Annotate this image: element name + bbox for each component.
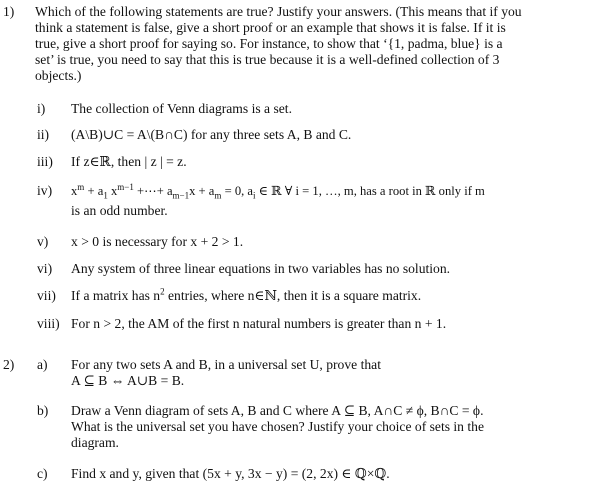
item-text: The collection of Venn diagrams is a set. xyxy=(71,101,292,116)
formula-part: + a xyxy=(84,184,104,198)
formula-sub: i xyxy=(253,190,256,201)
item-text: diagram. xyxy=(71,435,119,450)
item-text: For n > 2, the AM of the first n natural numbers is greater than n + 1. xyxy=(71,316,447,331)
item-text: A ⊆ B ⇔ A∪B = B. xyxy=(71,373,185,388)
formula-part: x xyxy=(71,184,78,198)
item-text: x > 0 is necessary for x + 2 > 1. xyxy=(71,234,244,249)
formula-sup: m−1 xyxy=(117,181,134,192)
item-text: Find x and y, given that (5x + y, 3x − y) = (2, 2x) ∈ ℚ×ℚ. xyxy=(71,466,390,481)
intro-line: true, give a short proof for saying so. For instance, to show that ‘{1, padma, blue} is a xyxy=(35,36,503,51)
item-label: b) xyxy=(37,403,49,418)
item-label: i) xyxy=(37,101,46,116)
item-text: (A\B)∪C = A\(B∩C) for any three sets A, B and C. xyxy=(71,127,352,142)
formula-sub: m−1 xyxy=(172,190,190,201)
item-label: iii) xyxy=(37,154,53,169)
item-label: viii) xyxy=(37,316,60,331)
formula-part: x xyxy=(107,184,118,198)
intro-line: Which of the following statements are true? Justify your answers. (This means that if you xyxy=(35,4,522,19)
formula-sup: m xyxy=(77,181,85,192)
formula-part: = 0, a xyxy=(221,184,254,198)
item-label: vi) xyxy=(37,261,53,276)
item-text: Draw a Venn diagram of sets A, B and C where A ⊆ B, A∩C ≠ ϕ, B∩C = ϕ. xyxy=(71,403,484,418)
item-label: a) xyxy=(37,357,48,372)
item-text xyxy=(71,288,421,304)
formula-part: x + a xyxy=(189,184,215,198)
item-text: For any two sets A and B, in a universal set U, prove that xyxy=(71,357,381,372)
item-label: ii) xyxy=(37,127,50,142)
formula-part: ∈ ℝ ∀ i = 1, …, m, has a root in ℝ only if m xyxy=(255,184,485,198)
item-label: c) xyxy=(37,466,48,481)
formula-sub: m xyxy=(214,190,222,201)
item-text: If z∈ℝ, then | z | = z. xyxy=(71,154,187,169)
text-part: If a matrix has n xyxy=(71,288,161,303)
formula-part: +⋯+ a xyxy=(133,184,173,198)
formula-sub: 1 xyxy=(103,190,108,201)
intro-line: think a statement is false, give a short proof or an example that shows it is false. If it is xyxy=(35,20,506,35)
intro-line: objects.) xyxy=(35,68,82,83)
intro-line: set’ is true, you need to say that this is true because it is a well-defined collection of 3 xyxy=(35,52,500,67)
question-number: 2) xyxy=(3,357,15,372)
item-text: is an odd number. xyxy=(71,203,168,218)
question-number: 1) xyxy=(3,4,15,19)
text-sup: 2 xyxy=(160,286,165,297)
item-label: vii) xyxy=(37,288,56,303)
item-text: What is the universal set you have chosen? Justify your choice of sets in the xyxy=(71,419,484,434)
text-part: entries, where n∈ℕ, then it is a square matrix. xyxy=(164,288,422,303)
item-label: iv) xyxy=(37,183,53,198)
item-label: v) xyxy=(37,234,49,249)
item-text: Any system of three linear equations in two variables has no solution. xyxy=(71,261,451,276)
item-formula xyxy=(71,183,485,199)
